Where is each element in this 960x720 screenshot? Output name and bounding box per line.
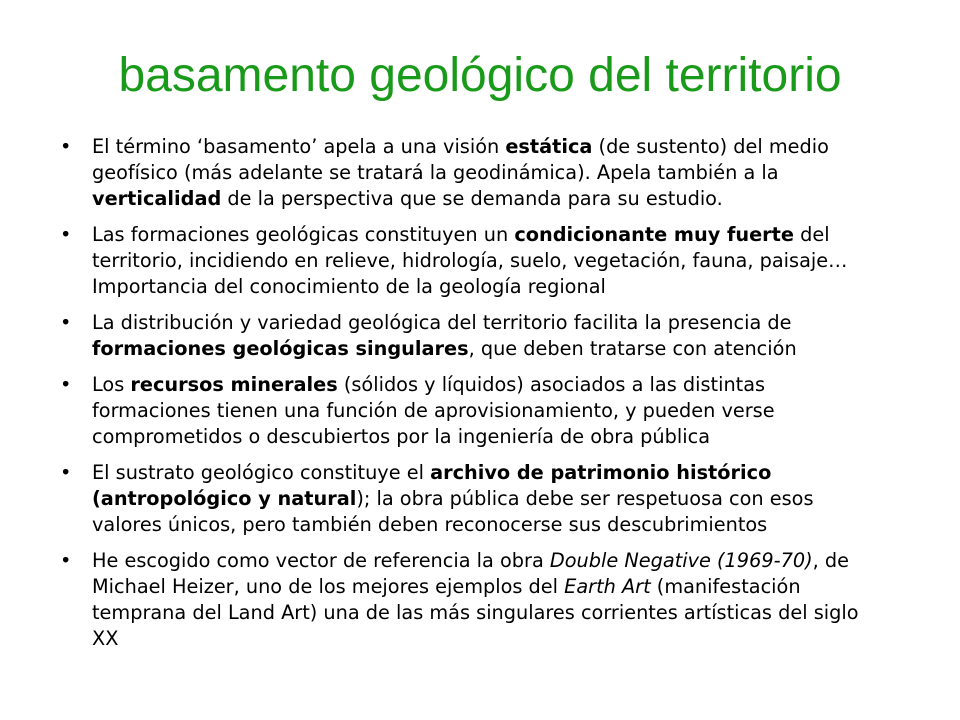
bullet-text-segment: archivo de patrimonio histórico (antropológico y natural xyxy=(92,461,772,510)
bullet-text-segment: He escogido como vector de referencia la obra xyxy=(92,549,550,572)
bullet-item xyxy=(60,460,860,538)
bullet-text xyxy=(92,373,775,448)
bullet-text xyxy=(92,311,797,360)
bullet-text xyxy=(92,223,847,298)
bullet-text-segment: condicionante muy fuerte xyxy=(514,223,794,246)
bullet-dot-icon: • xyxy=(60,461,72,484)
bullet-text-segment: Double Negative (1969-70) xyxy=(549,549,813,572)
bullet-dot-icon: • xyxy=(60,549,72,572)
bullet-dot-icon: • xyxy=(60,373,72,396)
bullet-text-segment: (de sustento) del medio geofísico (más adelante se tratará la geodinámica). Apela también a la xyxy=(92,135,829,184)
bullet-text xyxy=(92,461,814,536)
bullet-item xyxy=(60,222,860,300)
bullet-text-segment: , que deben tratarse con atención xyxy=(468,337,797,360)
bullet-item xyxy=(60,372,860,450)
bullet-text-segment: ); la obra pública debe ser respetuosa con esos valores únicos, pero también deben reconocerse sus descubrimientos xyxy=(92,487,814,536)
bullet-text-segment: recursos minerales xyxy=(130,373,338,396)
bullet-text-segment: , de Michael Heizer, uno de los mejores ejemplos del xyxy=(92,549,849,598)
bullet-text xyxy=(92,135,829,210)
slide-title: basamento geológico del territorio xyxy=(118,49,842,102)
bullet-text-segment: Los xyxy=(92,373,131,396)
bullet-item xyxy=(60,310,860,362)
bullet-text-segment: Earth Art xyxy=(564,575,651,598)
bullet-dot-icon: • xyxy=(60,135,72,158)
bullet-text-segment: (manifestación temprana del Land Art) una de las más singulares corrientes artísticas del siglo XX xyxy=(92,575,859,650)
bullet-text-segment: Las formaciones geológicas constituyen un xyxy=(92,223,515,246)
bullet-text xyxy=(92,549,859,650)
bullet-text-segment: estática xyxy=(505,135,593,158)
bullet-text-segment: formaciones geológicas singulares xyxy=(92,337,469,360)
bullet-text-segment: del territorio, incidiendo en relieve, hidrología, suelo, vegetación, fauna, paisaje… Importancia del conocimiento de la geología regional xyxy=(92,223,848,298)
bullet-item xyxy=(60,548,860,652)
bullet-text-segment: El sustrato geológico constituye el xyxy=(92,461,431,484)
bullet-text-segment: El término ‘basamento’ apela a una visión xyxy=(92,135,506,158)
bullet-list xyxy=(60,134,860,662)
bullet-text-segment: de la perspectiva que se demanda para su estudio. xyxy=(221,187,723,210)
bullet-dot-icon: • xyxy=(60,223,72,246)
bullet-text-segment: (sólidos y líquidos) asociados a las distintas formaciones tienen una función de aprovisionamiento, y pueden verse comprometidos o descubiertos por la ingeniería de obra pública xyxy=(92,373,775,448)
bullet-dot-icon: • xyxy=(60,311,72,334)
bullet-item xyxy=(60,134,860,212)
bullet-text-segment: verticalidad xyxy=(92,187,222,210)
bullet-text-segment: La distribución y variedad geológica del territorio facilita la presencia de xyxy=(92,311,792,334)
